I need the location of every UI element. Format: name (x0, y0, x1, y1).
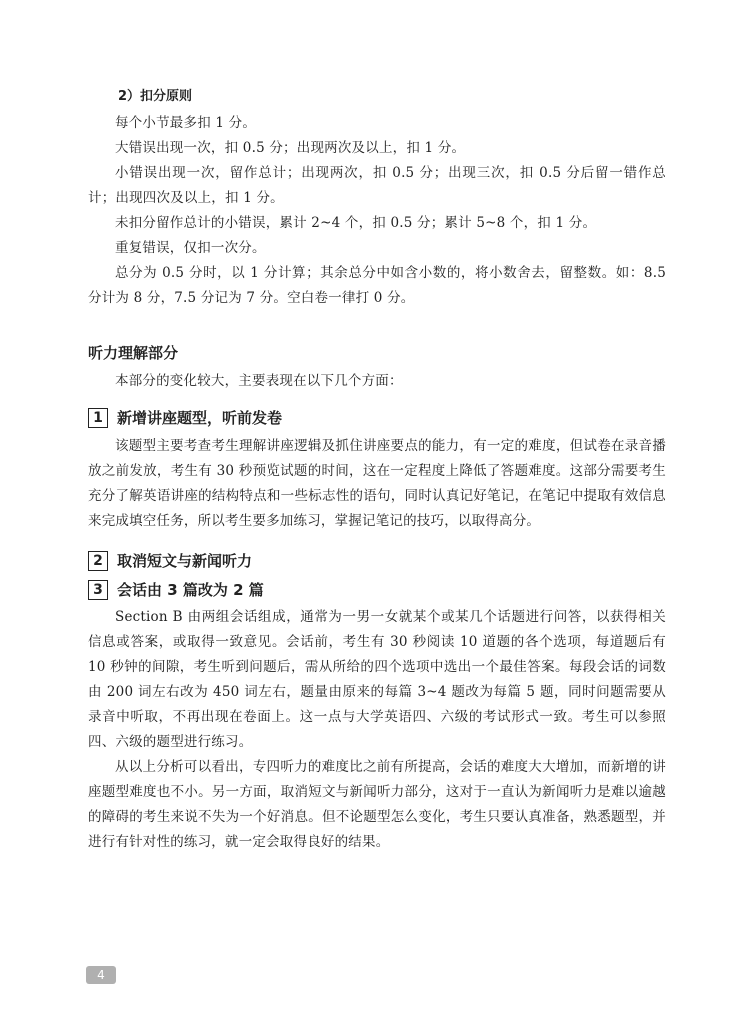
body-paragraph: Section B 由两组会话组成，通常为一男一女就某个或某几个话题进行问答，以获得相关信息或答案，或取得一致意见。会话前，考生有 30 秒阅读 10 道题的各个选项，每道题后有 10 秒钟的间隙，考生听到问题后，需从所给的四个选项中选出一个最佳答案。每段会话的词数由 200 词左右改为 450 词左右，题量由原来的每篇 3~4 题改为每篇 5 题，同时问题需要从录音中听取，不再出现在卷面上。这一点与大学英语四、六级的考试形式一致。考生可以参照四、六级的题型进行练习。 (88, 609, 666, 750)
scoring-paragraph: 重复错误，仅扣一次分。 (115, 240, 266, 256)
scoring-paragraph: 每个小节最多扣 1 分。 (115, 115, 257, 131)
page-number: 4 (86, 966, 116, 984)
scoring-paragraph: 小错误出现一次，留作总计；出现两次，扣 0.5 分；出现三次，扣 0.5 分后留一错作总计；出现四次及以上，扣 1 分。 (88, 165, 666, 206)
numbered-heading (88, 549, 666, 573)
scoring-paragraph: 大错误出现一次，扣 0.5 分；出现两次及以上，扣 1 分。 (115, 140, 466, 156)
number-box: 2 (88, 551, 108, 571)
scoring-paragraph: 未扣分留作总计的小错误，累计 2~4 个，扣 0.5 分；累计 5~8 个，扣 1 分。 (115, 215, 597, 231)
scoring-heading: 2）扣分原则 (118, 89, 193, 104)
scoring-paragraph: 总分为 0.5 分时，以 1 分计算；其余总分中如含小数的，将小数舍去，留整数。如：8.5 分计为 8 分，7.5 分记为 7 分。空白卷一律打 0 分。 (88, 265, 666, 306)
body-paragraph: 从以上分析可以看出，专四听力的难度比之前有所提高，会话的难度大大增加，而新增的讲座题型难度也不小。另一方面，取消短文与新闻听力部分，这对于一直认为新闻听力是难以逾越的障碍的考生来说不失为一个好消息。但不论题型怎么变化，考生只要认真准备，熟悉题型，并进行有针对性的练习，就一定会取得良好的结果。 (88, 759, 666, 850)
number-box: 1 (88, 408, 108, 428)
numbered-heading-title: 取消短文与新闻听力 (117, 552, 253, 570)
section-intro: 本部分的变化较大，主要表现在以下几个方面： (115, 373, 403, 389)
body-paragraph: 该题型主要考查考生理解讲座逻辑及抓住讲座要点的能力，有一定的难度，但试卷在录音播放之前发放，考生有 30 秒预览试题的时间，这在一定程度上降低了答题难度。这部分需要考生充分了解英语讲座的结构特点和一些标志性的语句，同时认真记好笔记，在笔记中提取有效信息来完成填空任务，所以考生要多加练习，掌握记笔记的技巧，以取得高分。 (88, 438, 666, 529)
numbered-heading-title: 会话由 3 篇改为 2 篇 (117, 581, 264, 599)
page-content (88, 86, 666, 855)
number-box: 3 (88, 580, 108, 600)
numbered-heading (88, 406, 666, 430)
numbered-heading-title: 新增讲座题型，听前发卷 (117, 409, 283, 427)
section-title: 听力理解部分 (88, 344, 179, 362)
numbered-heading (88, 578, 666, 602)
